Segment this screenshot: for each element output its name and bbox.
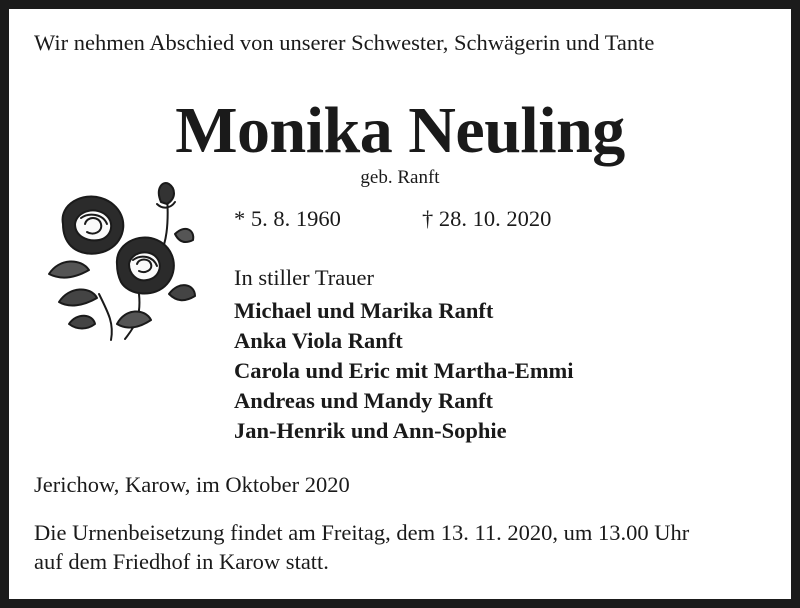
burial-notice-line: auf dem Friedhof in Karow statt. <box>34 549 329 574</box>
deceased-name: Monika Neuling <box>175 94 625 167</box>
place-and-date: Jerichow, Karow, im Oktober 2020 <box>34 472 350 497</box>
burial-notice-line: Die Urnenbeisetzung findet am Freitag, dem 13. 11. 2020, um 13.00 Uhr <box>34 520 690 545</box>
mourner-name: Anka Viola Ranft <box>234 328 403 353</box>
birth-name: geb. Ranft <box>360 167 440 188</box>
mourner-name: Carola und Eric mit Martha-Emmi <box>234 358 574 383</box>
mourner-name: Andreas und Mandy Ranft <box>234 388 494 413</box>
mourner-name: Jan-Henrik und Ann-Sophie <box>234 418 507 443</box>
death-date: † 28. 10. 2020 <box>422 206 552 231</box>
burial-notice <box>34 518 689 576</box>
birth-date: * 5. 8. 1960 <box>234 206 341 231</box>
mourner-name: Michael und Marika Ranft <box>234 298 494 323</box>
intro-line: Wir nehmen Abschied von unserer Schwester, Schwägerin und Tante <box>34 30 655 55</box>
roses-icon <box>29 174 197 344</box>
mourning-intro: In stiller Trauer <box>234 265 374 290</box>
